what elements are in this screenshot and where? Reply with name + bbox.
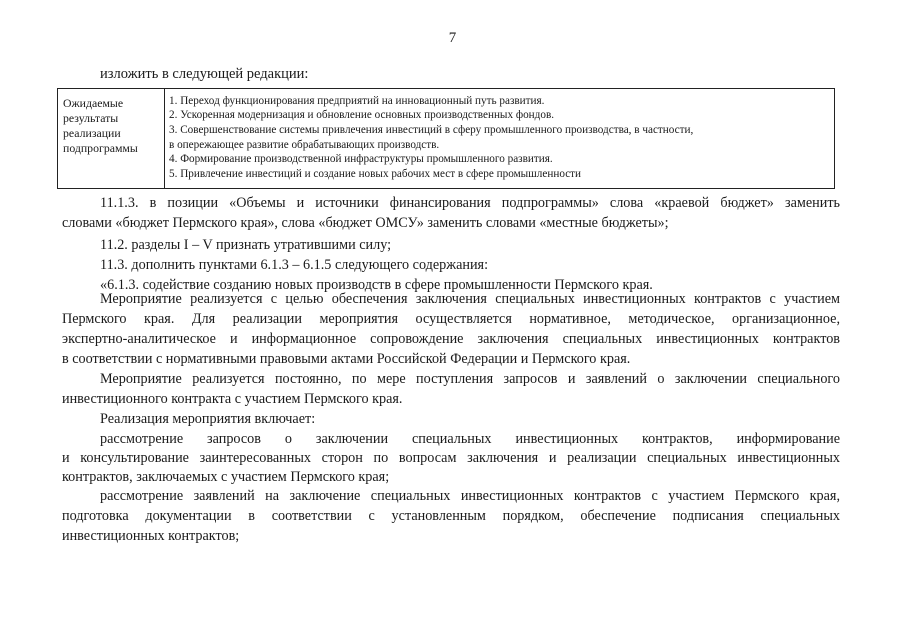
table-right-line: 3. Совершенствование системы привлечения инвестиций в сферу промышленного производства, в частности,	[169, 124, 694, 136]
body-line: инвестиционных контрактов;	[62, 528, 240, 544]
body-line: подготовка документации в соответствии с установленным порядком, обеспечение подписания специальных	[62, 508, 840, 524]
body-line: в соответствии с нормативными правовыми актами Российской Федерации и Пермского края.	[62, 351, 631, 367]
table-left-line: подпрограммы	[63, 141, 138, 155]
body-line: экспертно-аналитическое и информационное сопровождение заключения специальных инвестиционных контрактов	[62, 331, 840, 347]
table-right-line: в опережающее развитие обрабатывающих производств.	[169, 139, 440, 151]
body-line: контрактов, заключаемых с участием Пермского края;	[62, 469, 390, 485]
body-line: словами «бюджет Пермского края», слова «бюджет ОМСУ» заменить словами «местные бюджеты»;	[62, 215, 669, 231]
body-line: Пермского края. Для реализации мероприятия осуществляется нормативное, методическое, организационное,	[62, 311, 840, 327]
table-left-line: реализации	[63, 126, 121, 140]
table-right-line: 4. Формирование производственной инфраструктуры промышленного развития.	[169, 153, 553, 165]
body-line: рассмотрение заявлений на заключение специальных инвестиционных контрактов с участием Пермского края,	[100, 488, 840, 504]
table-left-line: результаты	[63, 111, 119, 125]
results-table	[57, 88, 835, 189]
table-right-line: 1. Переход функционирования предприятий на инновационный путь развития.	[169, 95, 545, 107]
table-left-cell	[58, 89, 165, 188]
body-line: 11.3. дополнить пунктами 6.1.3 – 6.1.5 следующего содержания:	[100, 257, 489, 273]
body-line: и консультирование заинтересованных сторон по вопросам заключения и реализации специальных инвестиционных	[62, 450, 840, 466]
intro-text: изложить в следующей редакции:	[100, 66, 309, 82]
body-line: Мероприятие реализуется с целью обеспечения заключения специальных инвестиционных контрактов с участием	[100, 291, 840, 307]
body-line: инвестиционного контракта с участием Пермского края.	[62, 391, 403, 407]
table-left-line: Ожидаемые	[63, 96, 124, 110]
body-line: 11.2. разделы I – V признать утратившими силу;	[100, 237, 392, 253]
body-line: Реализация мероприятия включает:	[100, 411, 316, 427]
table-right-line: 2. Ускоренная модернизация и обновление основных производственных фондов.	[169, 109, 555, 121]
body-line: рассмотрение запросов о заключении специальных инвестиционных контрактов, информирование	[100, 431, 840, 447]
body-line: Мероприятие реализуется постоянно, по мере поступления запросов и заявлений о заключении специального	[100, 371, 840, 387]
body-line: 11.1.3. в позиции «Объемы и источники финансирования подпрограммы» слова «краевой бюджет» заменить	[100, 195, 840, 211]
table-right-line: 5. Привлечение инвестиций и создание новых рабочих мест в сфере промышленности	[169, 168, 582, 180]
body-line: «6.1.3. содействие созданию новых производств в сфере промышленности Пермского края.	[100, 277, 653, 293]
page-number: 7	[448, 30, 457, 46]
